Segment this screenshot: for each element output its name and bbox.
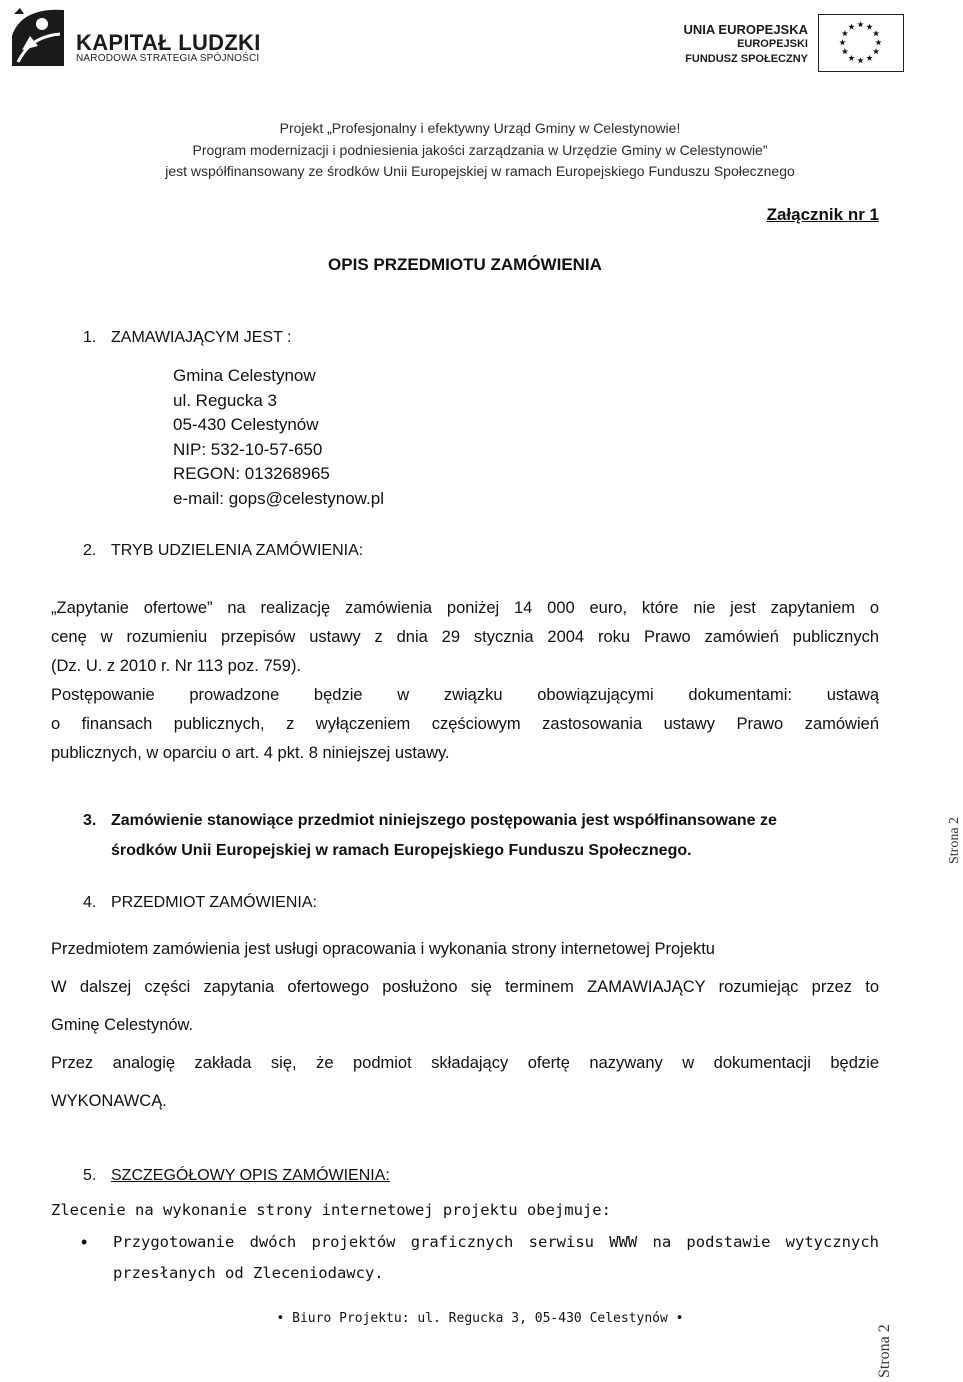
project-line-1: Projekt „Profesjonalny i efektywny Urząd Gminy w Celestynowie! — [279, 120, 681, 136]
eu-star-icon — [866, 24, 872, 30]
s2-paragraph-2-line-1: Postępowanie prowadzone będzie w związku obowiązującymi dokumentami: ustawą — [51, 686, 879, 704]
s2-paragraph-1-line-2: cenę w rozumieniu przepisów ustawy z dnia 29 stycznia 2004 roku Prawo zamówień publicznych — [51, 628, 879, 646]
eu-star-icon — [873, 48, 879, 54]
s2-paragraph-2-line-2: o finansach publicznych, z wyłączeniem częściowym zastosowania ustawy Prawo zamówień — [51, 715, 879, 733]
section-title: TRYB UDZIELENIA ZAMÓWIENIA: — [111, 542, 364, 559]
s2-paragraph-2-line-3: publicznych, w oparciu o art. 4 pkt. 8 niniejszej ustawy. — [51, 744, 450, 762]
kapital-ludzki-emblem — [8, 6, 68, 68]
eu-star-icon — [866, 55, 872, 61]
address-line: NIP: 532-10-57-650 — [173, 439, 323, 459]
address-line: REGON: 013268965 — [173, 464, 330, 484]
section-1-heading — [83, 329, 291, 347]
section-number: 1. — [83, 329, 97, 346]
project-line-2: Program modernizacji i podniesienia jakości zarządzania w Urzędzie Gminy w Celestynowie” — [192, 142, 768, 158]
s5-intro: Zlecenie na wykonanie strony internetowej projektu obejmuje: — [51, 1201, 611, 1219]
eu-star-icon — [857, 57, 863, 63]
eu-star-icon — [842, 30, 848, 36]
attachment-label: Załącznik nr 1 — [766, 205, 879, 224]
eu-logo-line2: EUROPEJSKI — [737, 38, 808, 50]
section-title: ZAMAWIAJĄCYM JEST : — [111, 329, 292, 346]
eu-logo-line1: UNIA EUROPEJSKA — [683, 22, 808, 37]
eu-star-icon — [875, 39, 881, 45]
contractor-address — [173, 364, 384, 512]
eu-star-icon — [857, 21, 863, 27]
page-number-side: Strona 2 — [947, 816, 962, 864]
section-3-line-2: środków Unii Europejskiej w ramach Europejskiego Funduszu Społecznego. — [111, 842, 692, 859]
section-number: 2. — [83, 542, 97, 559]
s4-paragraph-3-line-1: Przez analogię zakłada się, że podmiot składający ofertę nazywany w dokumentacji będzie — [51, 1054, 879, 1072]
s5-bullet-line-1: Przygotowanie dwóch projektów graficznych serwisu WWW na podstawie wytycznych — [113, 1233, 879, 1251]
eu-star-icon — [848, 55, 854, 61]
s2-paragraph-1-line-3: (Dz. U. z 2010 r. Nr 113 poz. 759). — [51, 657, 302, 675]
section-number: 4. — [83, 894, 97, 911]
section-number: 3. — [83, 812, 97, 829]
s4-paragraph-2-line-1: W dalszej części zapytania ofertowego posłużono się terminem ZAMAWIAJĄCY rozumiejąc przez to — [51, 978, 879, 996]
section-3-line-1: Zamówienie stanowiące przedmiot niniejszego postępowania jest współfinansowane ze — [111, 812, 777, 829]
eu-star-icon — [839, 39, 845, 45]
eu-logo-line3: FUNDUSZ SPOŁECZNY — [685, 53, 808, 65]
project-line-3: jest współfinansowany ze środków Unii Europejskiej w ramach Europejskiego Funduszu Społecznego — [165, 163, 795, 179]
section-number: 5. — [83, 1167, 97, 1184]
eu-logo-text — [684, 22, 808, 67]
kapital-ludzki-title: KAPITAŁ LUDZKI — [76, 30, 261, 55]
s2-paragraph-1-line-1: „Zapytanie ofertowe” na realizację zamówienia poniżej 14 000 euro, które nie jest zapytaniem o — [51, 599, 879, 617]
s4-paragraph-3-line-2: WYKONAWCĄ. — [51, 1092, 167, 1110]
section-2-heading — [83, 542, 363, 560]
eu-flag-icon — [818, 14, 904, 72]
s4-paragraph-2-line-2: Gminę Celestynów. — [51, 1016, 194, 1034]
section-title: SZCZEGÓŁOWY OPIS ZAMÓWIENIA: — [111, 1167, 390, 1184]
section-5-heading — [83, 1167, 390, 1185]
bullet-icon: • — [81, 1232, 88, 1252]
page-footer: • Biuro Projektu: ul. Regucka 3, 05-430 Celestynów • — [276, 1311, 684, 1326]
page-number-footer: Strona 2 — [876, 1324, 893, 1378]
s5-bullet-line-2: przesłanych od Zleceniodawcy. — [113, 1264, 384, 1282]
kapital-ludzki-subtitle: NARODOWA STRATEGIA SPÓJNOŚCI — [76, 53, 260, 64]
section-title: PRZEDMIOT ZAMÓWIENIA: — [111, 894, 317, 911]
document-title: OPIS PRZEDMIOTU ZAMÓWIENIA — [328, 255, 602, 274]
address-line: 05-430 Celestynów — [173, 415, 319, 435]
email-line: e-mail: gops@celestynow.pl — [173, 488, 384, 508]
eu-star-icon — [848, 24, 854, 30]
s4-paragraph-1: Przedmiotem zamówienia jest usługi opracowania i wykonania strony internetowej Projektu — [51, 940, 715, 958]
eu-star-icon — [873, 30, 879, 36]
address-line: ul. Regucka 3 — [173, 390, 277, 410]
address-line: Gmina Celestynow — [173, 366, 316, 385]
section-3-text — [83, 812, 879, 830]
eu-star-icon — [842, 48, 848, 54]
section-4-heading — [83, 894, 317, 912]
